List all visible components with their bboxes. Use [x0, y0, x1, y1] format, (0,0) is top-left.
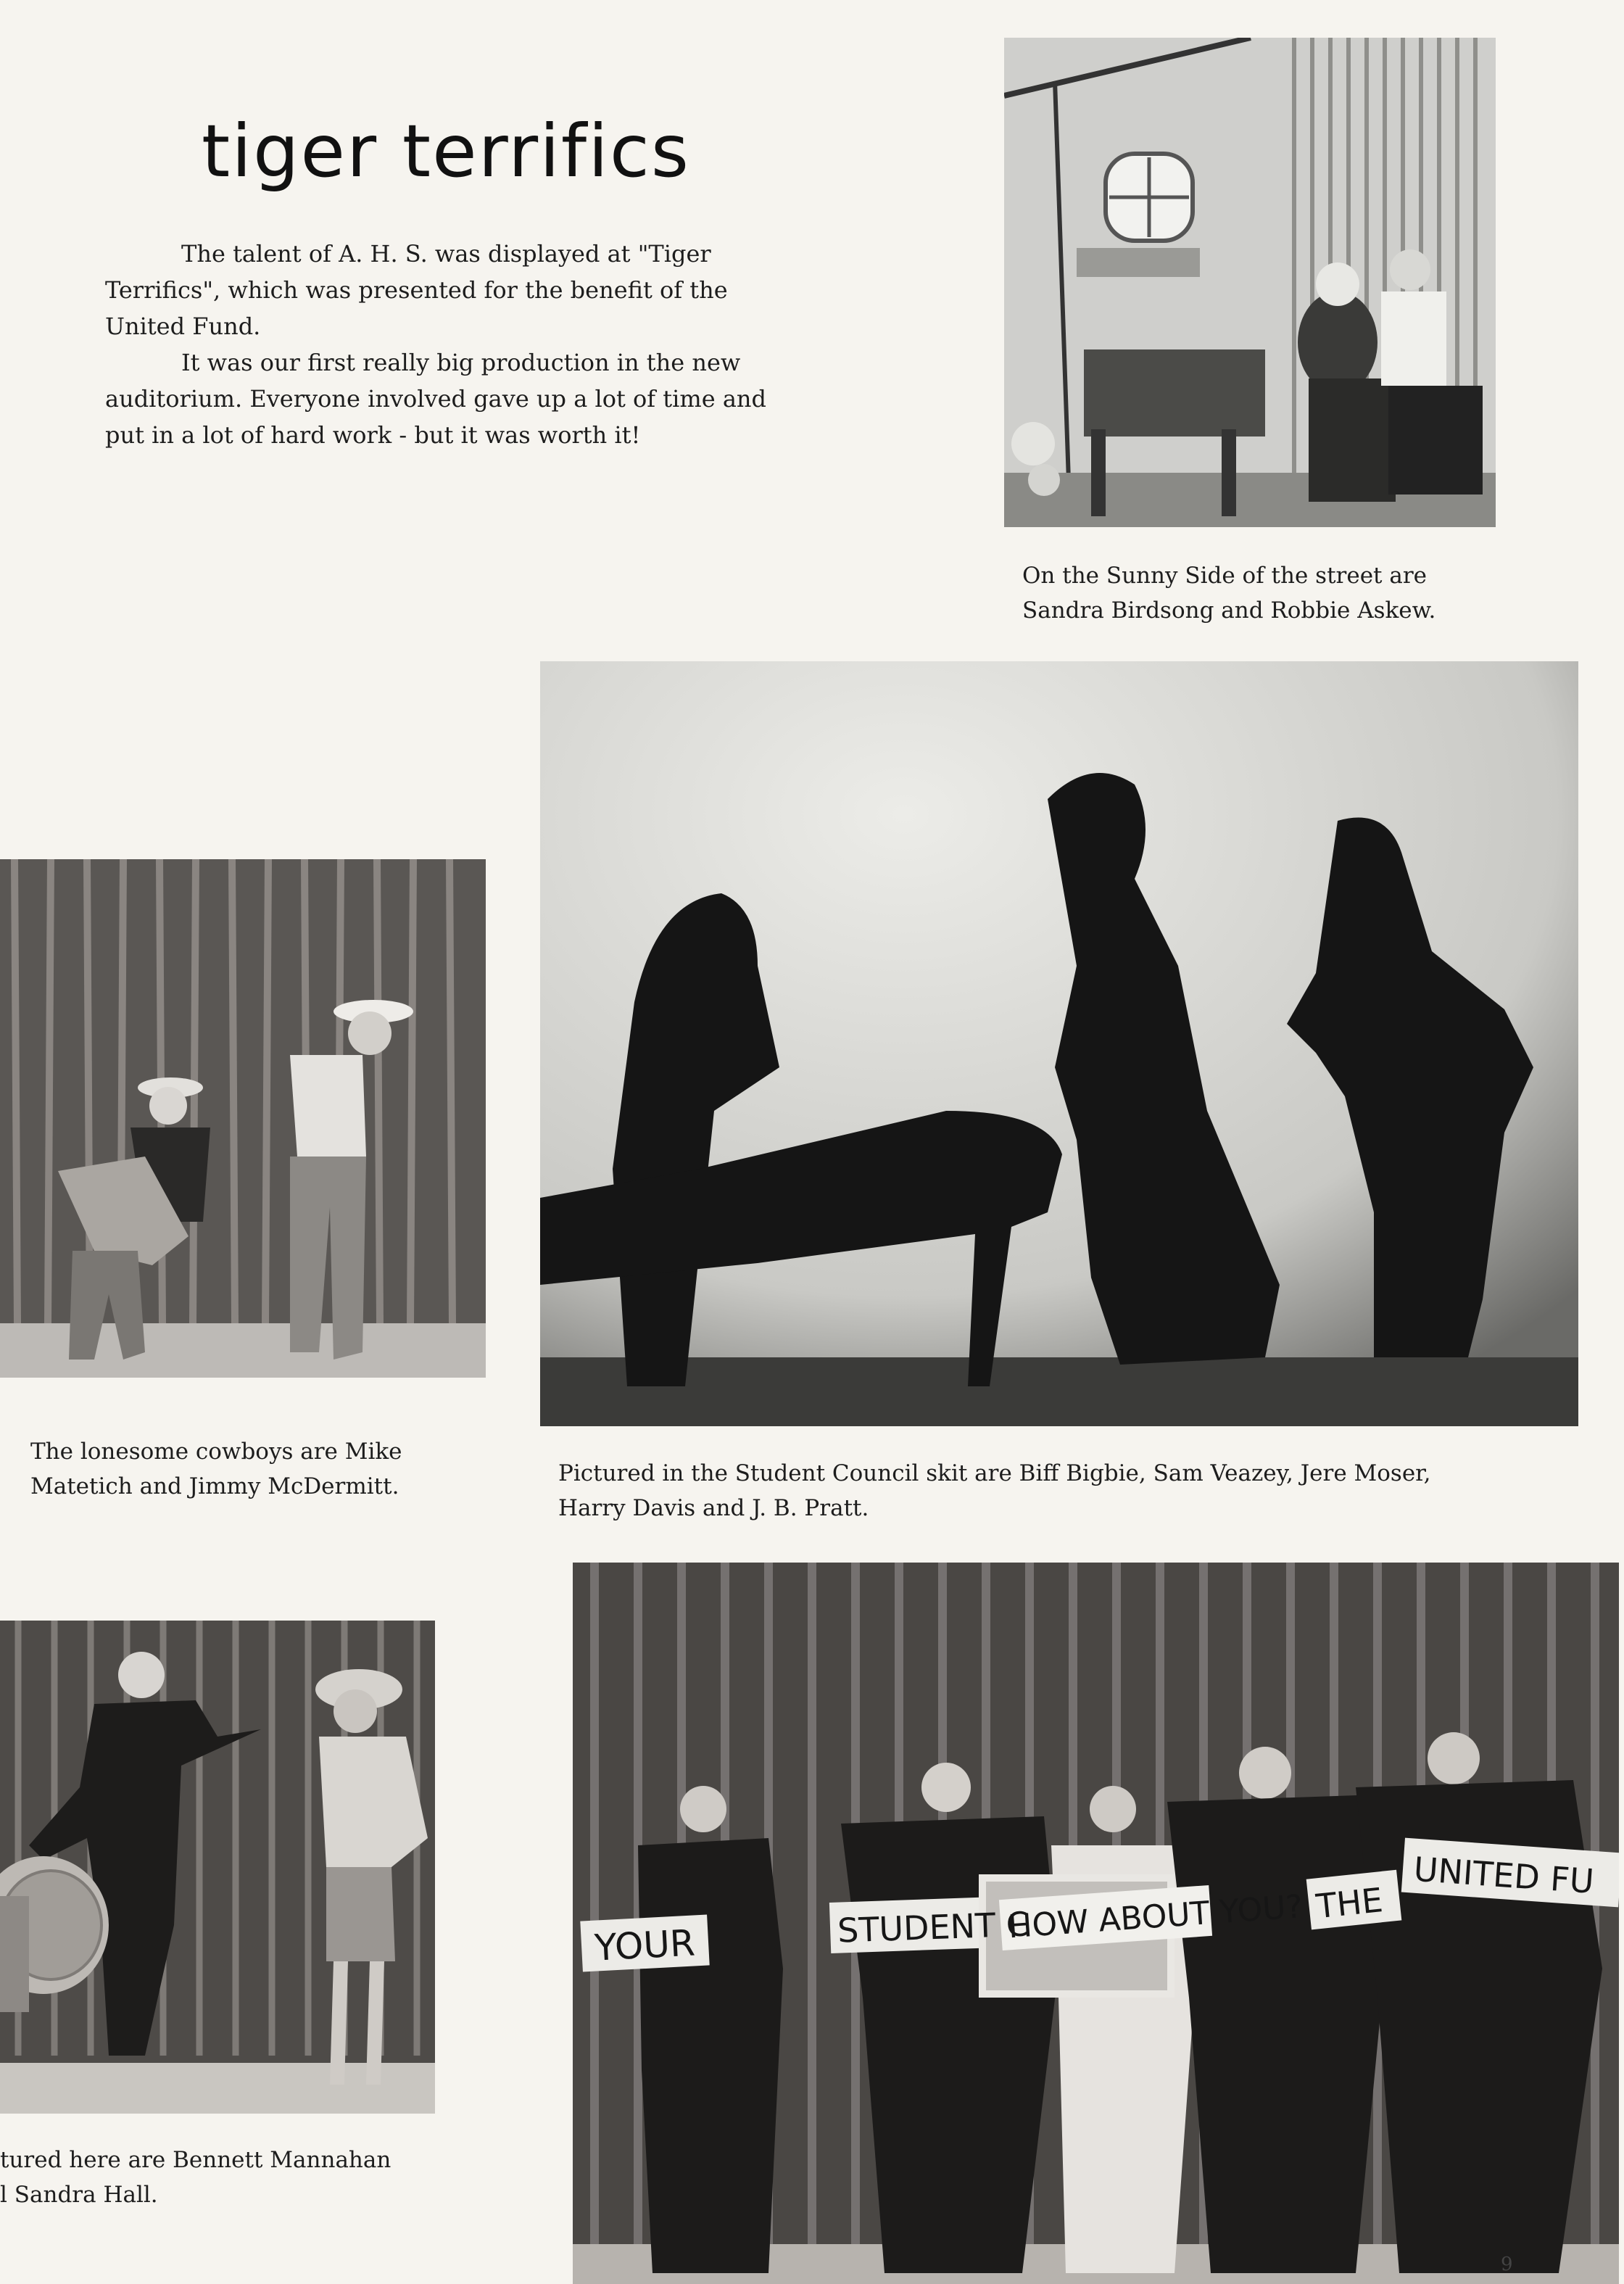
- photo-student-council: [540, 661, 1578, 1426]
- sign-the: THE: [1314, 1880, 1385, 1927]
- intro-paragraph: The talent of A. H. S. was displayed at "Tiger Terrifics", which was presented for the benefit of the United Fund.: [105, 240, 728, 340]
- caption-line: Pictured in the Student Council skit are Biff Bigbie, Sam Veazey, Jere Moser,: [558, 1460, 1431, 1486]
- caption-line: Sandra Birdsong and Robbie Askew.: [1022, 597, 1436, 624]
- caption-line: On the Sunny Side of the street are: [1022, 563, 1427, 589]
- caption-line: Harry Davis and J. B. Pratt.: [558, 1495, 869, 1521]
- intro-text: [105, 236, 787, 453]
- photo-cowboys: [0, 859, 486, 1378]
- caption-student-council: [558, 1456, 1430, 1526]
- photo-united-fund: [573, 1563, 1619, 2284]
- caption-line: Matetich and Jimmy McDermitt.: [30, 1473, 399, 1499]
- photo-sunny-side: [1004, 38, 1496, 527]
- sign-student: STUDENT C: [837, 1904, 1030, 1950]
- photo-lumberjack: [0, 1621, 435, 2114]
- page-number: 9: [1501, 2254, 1513, 2275]
- caption-lumberjack: [0, 2143, 391, 2212]
- sign-how-about-you: HOW ABOUT YOU?: [1006, 1888, 1304, 1946]
- caption-cowboys: [30, 1434, 402, 1504]
- sign-united-fund: UNITED FU: [1412, 1849, 1596, 1901]
- sign-your: YOUR: [593, 1921, 697, 1969]
- caption-line: l Sandra Hall.: [0, 2182, 158, 2208]
- caption-line: The lonesome cowboys are Mike: [30, 1439, 402, 1465]
- page-title: tiger terrifics: [202, 109, 690, 194]
- caption-line: tured here are Bennett Mannahan: [0, 2147, 392, 2173]
- intro-paragraph: It was our first really big production in the new auditorium. Everyone involved gave up a lot of time and put in a lot of hard work - but it was worth it!: [105, 349, 766, 449]
- caption-sunny-side: [1022, 558, 1436, 628]
